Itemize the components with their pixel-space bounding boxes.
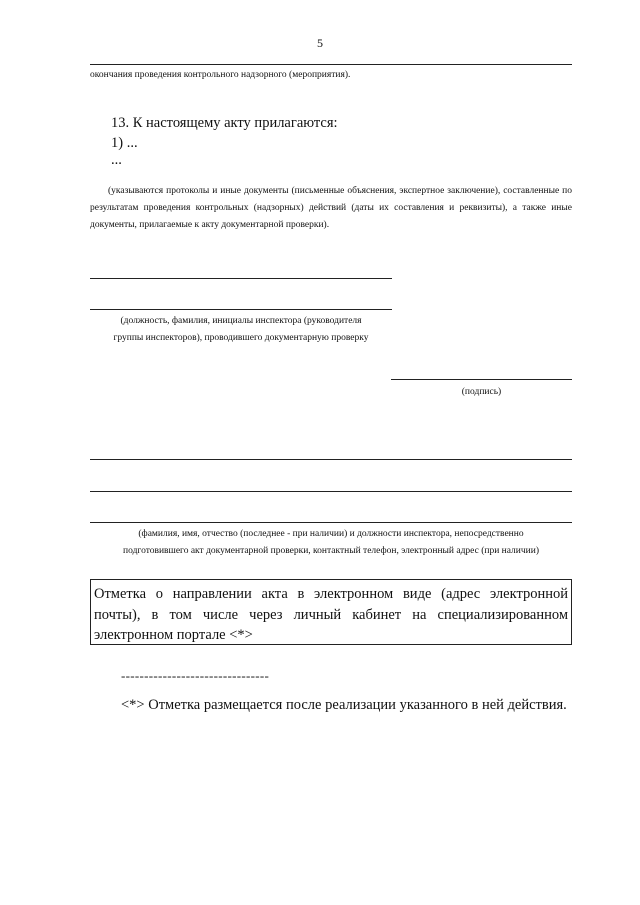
- top-divider: [90, 64, 572, 65]
- continuation-line: окончания проведения контрольного надзорного (мероприятия).: [90, 70, 351, 80]
- inspector-line-2: [90, 309, 392, 310]
- electronic-mark-text: Отметка о направлении акта в электронном виде (адрес электронной почты), в том числе через личный кабинет на специализированном электронном портале <*>: [94, 586, 568, 643]
- signature-line: [391, 379, 572, 380]
- inspector-caption-line-1: (должность, фамилия, инициалы инспектора (руководителя: [120, 316, 362, 326]
- preparer-line-3: [90, 522, 572, 523]
- signature-caption: (подпись): [461, 387, 502, 397]
- footnote-separator: --------------------------------: [121, 668, 270, 683]
- inspector-caption: [90, 313, 392, 347]
- footnote-text: <*> Отметка размещается после реализации указанного в ней действия.: [121, 697, 567, 713]
- attachment-ellipsis: ...: [111, 152, 122, 168]
- preparer-line-2: [90, 491, 572, 492]
- preparer-caption: [86, 526, 576, 560]
- attachment-item-1: 1) ...: [111, 135, 138, 151]
- page-number: 5: [317, 36, 323, 50]
- preparer-caption-line-1: (фамилия, имя, отчество (последнее - при наличии) и должности инспектора, непосредственно: [138, 529, 524, 539]
- preparer-caption-line-2: подготовившего акт документарной проверки, контактный телефон, электронный адрес (при наличии): [123, 546, 539, 556]
- electronic-mark-box: [90, 579, 572, 645]
- inspector-caption-line-2: группы инспекторов), проводившего документарную проверку: [113, 333, 369, 343]
- attachments-note: (указываются протоколы и иные документы (письменные объяснения, экспертное заключение), составленные по результатам проведения контрольных (надзорных) действий (даты их составления и реквизиты), а также иные документы, прилагаемые к акту документарной проверки).: [90, 186, 572, 230]
- preparer-line-1: [90, 459, 572, 460]
- inspector-line-1: [90, 278, 392, 279]
- section-13-heading: 13. К настоящему акту прилагаются:: [111, 115, 338, 131]
